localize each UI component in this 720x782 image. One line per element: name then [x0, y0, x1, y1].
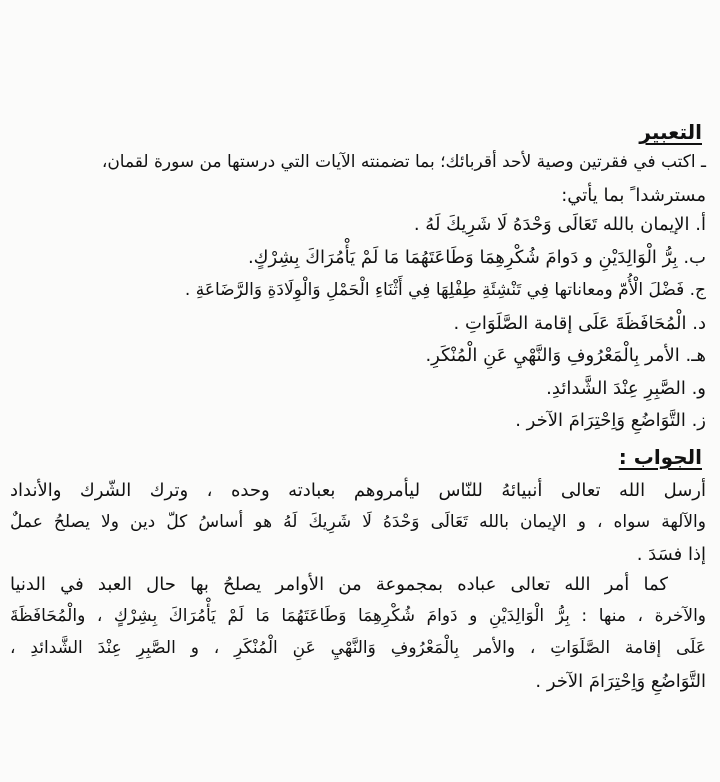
- answer-para1-line: والآلهة سواه ، و الإيمان بالله تَعَالَى وَحْدَهُ لَا شَرِيكَ لَهُ هو أساسُ كلّ دين ولا يصلحُ عملٌ: [10, 512, 706, 532]
- item-waw: و. الصَّبِرِ عِنْدَ الشَّدائدِ.: [546, 378, 706, 399]
- answer-para2-line: والآخرة ، منها : بِرُّ الْوَالِدَيْنِ و دَوامَ شُكْرِهِمَا وَطَاعَتَهُمَا مَا لَمْ يَأْمُرَاكَ بِشِرْكٍ ، والْمُحَافَظَةَ: [10, 606, 706, 626]
- item-ba: ب. بِرُّ الْوَالِدَيْنِ و دَوامَ شُكْرِهِمَا وَطَاعَتَهُمَا مَا لَمْ يَأْمُرَاكَ بِشِرْكٍ.: [247, 247, 706, 268]
- answer-para2-line: كما أمر الله تعالى عباده بمجموعة من الأوامر يصلحُ بها حال العبد في الدنيا: [10, 574, 668, 595]
- answer-para2-line: التَّوَاضُعِ وَاِحْتِرَامَ الآخر .: [535, 671, 706, 692]
- prompt-line-2: مسترشدا ً بما يأتي:: [561, 185, 706, 206]
- answer-para2-line: عَلَى إقامة الصَّلَوَاتِ ، والأمر بِالْمَعْرُوفِ وَالنَّهْيِ عَنِ الْمُنْكَرِ ، و الصَّبِرِ عِنْدَ الشَّدائدِ ،: [10, 638, 706, 658]
- item-ha: هـ. الأمر بِالْمَعْرُوفِ وَالنَّهْيِ عَنِ الْمُنْكَرِ.: [425, 345, 706, 366]
- answer-para1-line: إذا فسَدَ .: [636, 544, 706, 565]
- item-zay: ز. التَّوَاضُعِ وَاِحْتِرَامَ الآخر .: [515, 410, 706, 431]
- jawab-heading: الجواب :: [618, 445, 702, 469]
- item-jim: ج. فَضْلَ الْأُمّ ومعاناتها فِي تَنْشِئَةِ طِفْلِهَا فِي أَثْنَاءِ الْحَمْلِ وَالْوِلَادَةِ وَالرَّضَاعَةِ .: [184, 280, 706, 300]
- answer-para1-line: أرسل الله تعالى أنبيائهُ للنّاس ليأمروهم بعبادته وحده ، وترك الشّرك والأنداد: [10, 480, 706, 501]
- item-alef: أ. الإيمان بالله تَعَالَى وَحْدَهُ لَا شَرِيكَ لَهُ .: [413, 214, 706, 235]
- prompt-line-1: ـ اكتب في فقرتين وصية لأحد أقربائك؛ بما تضمنته الآيات التي درستها من سورة لقمان،: [101, 152, 706, 172]
- tabir-heading: التعبير: [639, 120, 702, 144]
- item-dal: د. الْمُحَافَظَةَ عَلَى إقامة الصَّلَوَاتِ .: [453, 313, 706, 334]
